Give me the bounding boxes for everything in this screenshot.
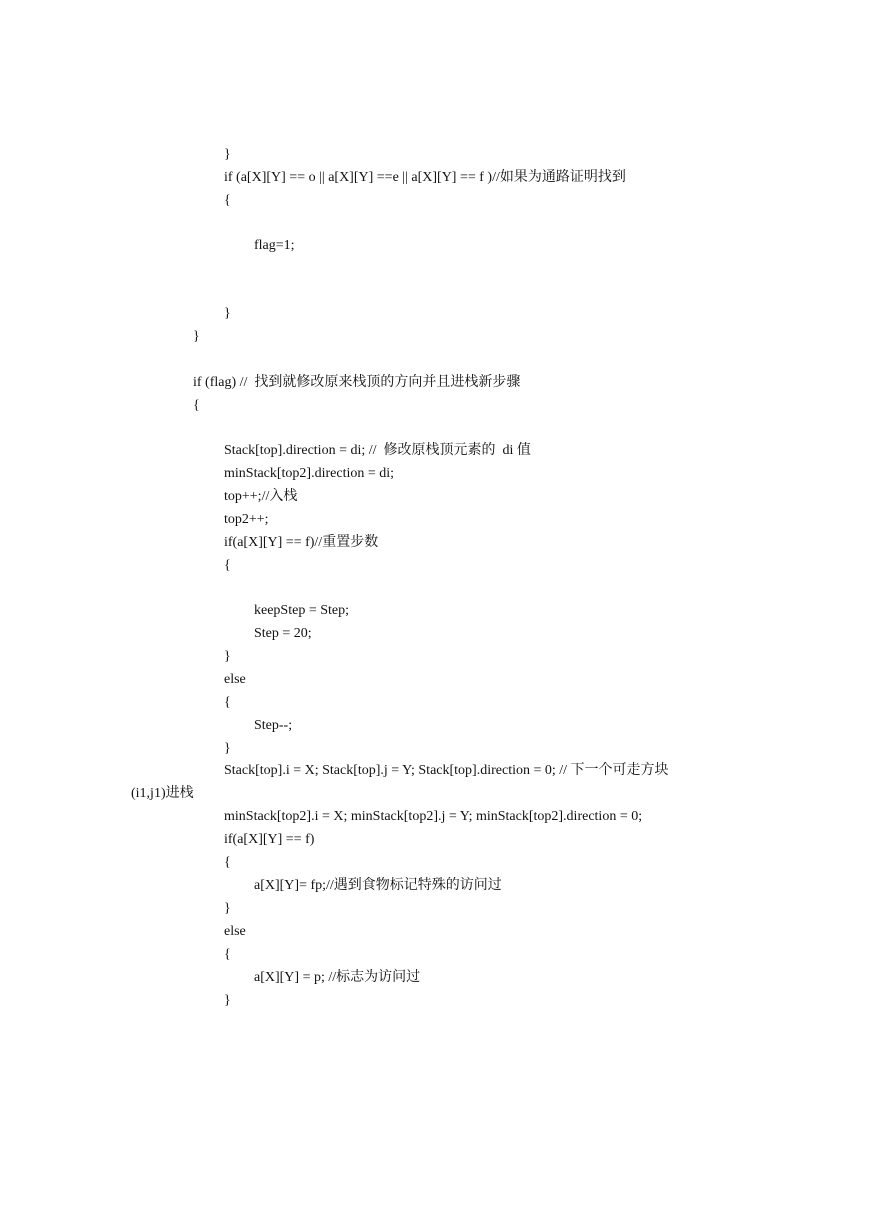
code-line: } <box>224 741 231 756</box>
code-line: a[X][Y] = p; //标志为访问过 <box>254 970 421 985</box>
code-line: a[X][Y]= fp;//遇到食物标记特殊的访问过 <box>254 878 502 893</box>
code-line: { <box>224 193 231 208</box>
code-line: Stack[top].direction = di; // 修改原栈顶元素的 di 值 <box>224 443 531 458</box>
code-line: top2++; <box>224 512 269 527</box>
code-line: else <box>224 672 246 687</box>
code-line: { <box>224 695 231 710</box>
code-line: Step--; <box>254 718 293 733</box>
code-line: { <box>224 855 231 870</box>
code-line: } <box>224 649 231 664</box>
code-line: } <box>224 147 231 162</box>
code-line: keepStep = Step; <box>254 603 349 618</box>
code-line: minStack[top2].direction = di; <box>224 466 395 481</box>
code-line: } <box>193 329 200 344</box>
code-line: minStack[top2].i = X; minStack[top2].j = Y; minStack[top2].direction = 0; <box>224 809 643 824</box>
code-line: Step = 20; <box>254 626 312 641</box>
code-line: (i1,j1)进栈 <box>131 786 194 801</box>
code-line: } <box>224 901 231 916</box>
code-line: { <box>193 398 200 413</box>
code-line: if(a[X][Y] == f)//重置步数 <box>224 535 379 550</box>
code-line: { <box>224 558 231 573</box>
code-line: flag=1; <box>254 238 295 253</box>
code-line: if (flag) // 找到就修改原来栈顶的方向并且进栈新步骤 <box>193 375 521 390</box>
code-line: } <box>224 306 231 321</box>
code-line: if (a[X][Y] == o || a[X][Y] ==e || a[X][Y] == f )//如果为通路证明找到 <box>224 170 626 185</box>
code-line: if(a[X][Y] == f) <box>224 832 315 847</box>
code-line: Stack[top].i = X; Stack[top].j = Y; Stack[top].direction = 0; // 下一个可走方块 <box>224 763 669 778</box>
code-line: } <box>224 993 231 1008</box>
code-line: else <box>224 924 246 939</box>
code-line: top++;//入栈 <box>224 489 298 504</box>
code-line: { <box>224 947 231 962</box>
